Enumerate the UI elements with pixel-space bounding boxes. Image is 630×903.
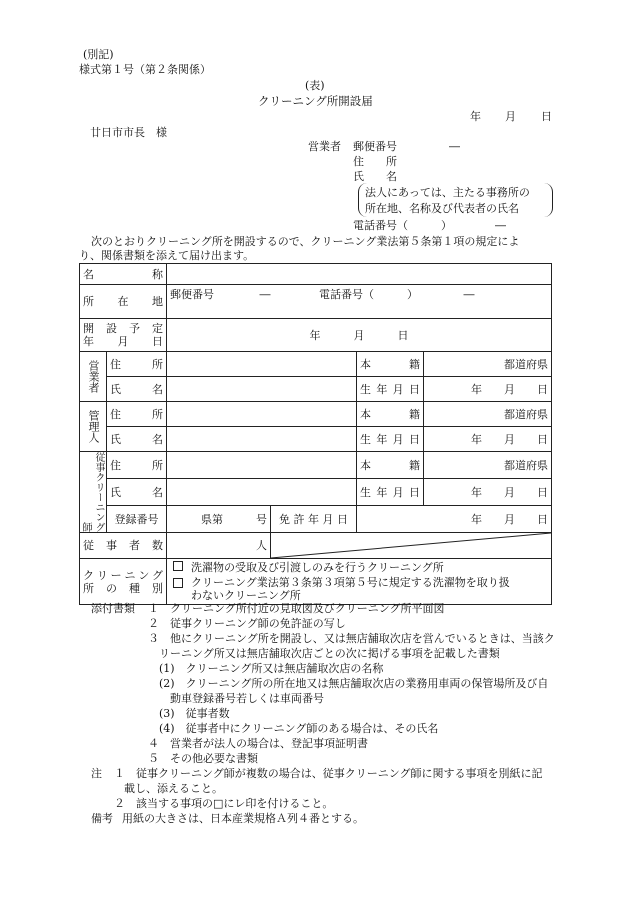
cleaner-address-field[interactable] bbox=[167, 452, 357, 479]
workers-unit: 人 bbox=[256, 539, 267, 552]
cleaner-honseki-label-cell bbox=[357, 452, 424, 479]
attachment-item-1: １ クリーニング所付近の見取図及びクリーニング所平面図 bbox=[148, 602, 445, 615]
row-planned-date bbox=[80, 319, 552, 352]
cleaner-address-label-cell bbox=[107, 452, 167, 479]
location-postal-label: 郵便番号 bbox=[170, 288, 214, 301]
operator-address-field[interactable] bbox=[167, 352, 357, 377]
row-operator-address bbox=[80, 352, 552, 377]
license-date-label: 免 許 年 月 日 bbox=[279, 512, 348, 526]
operator-group-label: 営業者 bbox=[87, 360, 100, 393]
attachment-item-5: ５ その他必要な書類 bbox=[148, 752, 258, 765]
kind-label-1: クリーニング bbox=[83, 568, 163, 582]
applicant-address-label: 住 所 bbox=[353, 155, 397, 168]
manager-honseki-field[interactable] bbox=[424, 402, 552, 427]
operator-honseki-field[interactable] bbox=[424, 352, 552, 377]
bekki-label: (別記) bbox=[83, 48, 114, 61]
planned-date-field[interactable] bbox=[167, 319, 552, 352]
cleaner-birthdate-field[interactable] bbox=[424, 479, 552, 506]
facility-name-label-cell bbox=[80, 264, 167, 285]
row-manager-address bbox=[80, 402, 552, 427]
planned-date-value: 年 月 日 bbox=[309, 328, 409, 342]
intro-line1: 次のとおりクリーニング所を開設するので、クリーニング業法第５条第１項の規定によ bbox=[91, 235, 520, 248]
applicant-phone-label: 電話番号（ ） bbox=[353, 219, 452, 232]
manager-address-label-cell bbox=[107, 402, 167, 427]
kind-option-2-label-a: クリーニング業法第３条第３項第５号に規定する洗濯物を取り扱 bbox=[191, 576, 510, 589]
attachment-sub-3: (3) 従事者数 bbox=[159, 707, 230, 720]
addressee: 廿日市市長 様 bbox=[90, 126, 167, 139]
manager-birthdate-field[interactable] bbox=[424, 427, 552, 452]
cleaner-honseki-field[interactable] bbox=[424, 452, 552, 479]
operator-address-label-cell bbox=[107, 352, 167, 377]
cleaner-name-label-cell bbox=[107, 479, 167, 506]
corporate-note-line1: 法人にあっては、主たる事務所の bbox=[365, 186, 530, 199]
manager-group-label-cell bbox=[80, 402, 107, 452]
operator-name-label: 氏 名 bbox=[110, 382, 163, 396]
attachment-item-3: ３ 他にクリーニング所を開設し、又は無店舗取次店を営んでいるときは、当該ク bbox=[148, 632, 555, 645]
location-label-cell bbox=[80, 285, 167, 319]
notes-label: 注 bbox=[91, 767, 102, 780]
operator-address-label: 住 所 bbox=[110, 357, 163, 371]
row-facility-name bbox=[80, 264, 552, 285]
location-field[interactable] bbox=[167, 285, 552, 319]
cleaner-honseki-label: 本 籍 bbox=[360, 458, 420, 472]
operator-name-field[interactable] bbox=[167, 377, 357, 402]
operator-honseki-label-cell bbox=[357, 352, 424, 377]
kind-label-2: 所 の 種 別 bbox=[83, 581, 163, 595]
license-date-label-cell bbox=[271, 506, 357, 533]
manager-name-label: 氏 名 bbox=[110, 432, 163, 446]
attachment-sub-2: (2) クリーニング所の所在地又は無店舗取次店の業務用車両の保管場所及び自 bbox=[159, 677, 549, 690]
remarks-text: 用紙の大きさは、日本産業規格Ａ列４番とする。 bbox=[122, 812, 364, 825]
attachment-item-2: ２ 従事クリーニング師の免許証の写し bbox=[148, 617, 346, 630]
remarks-label: 備考 bbox=[91, 812, 113, 825]
license-date-field[interactable] bbox=[357, 506, 552, 533]
planned-date-label-1: 開 設 予 定 bbox=[83, 322, 163, 335]
row-kind bbox=[80, 559, 552, 605]
kind-label-cell bbox=[80, 559, 167, 605]
location-label: 所 在 地 bbox=[83, 295, 163, 308]
date-day: 日 bbox=[541, 110, 552, 123]
manager-birthdate-label: 生年月日 bbox=[360, 432, 420, 446]
registration-label: 登録番号 bbox=[114, 512, 159, 526]
applicant-phone-dash: ― bbox=[495, 219, 506, 232]
operator-birthdate-label-cell bbox=[357, 377, 424, 402]
corporate-note-line2: 所在地、名称及び代表者の氏名 bbox=[365, 202, 519, 215]
workers-label-cell bbox=[80, 533, 167, 559]
row-cleaner-registration bbox=[80, 506, 552, 533]
attachments-heading: 添付書類 bbox=[91, 602, 135, 615]
cleaner-name-field[interactable] bbox=[167, 479, 357, 506]
applicant-postal-dash: ― bbox=[449, 140, 460, 153]
planned-date-label-2: 年 月 日 bbox=[83, 335, 163, 348]
diagonal-line bbox=[271, 533, 551, 558]
attachment-item-4: ４ 営業者が法人の場合は、登記事項証明書 bbox=[148, 737, 368, 750]
cleaner-group-label-cell bbox=[80, 452, 107, 533]
manager-honseki-label-cell bbox=[357, 402, 424, 427]
license-date-value: 年 月 日 bbox=[471, 512, 549, 526]
kind-option-1-label: 洗濯物の受取及び引渡しのみを行うクリーニング所 bbox=[191, 561, 444, 574]
row-cleaner-address bbox=[80, 452, 552, 479]
row-location bbox=[80, 285, 552, 319]
cleaner-group-label-1: 従事クリーニング bbox=[93, 452, 104, 532]
attachment-item-3-cont: リーニング所又は無店舗取次店ごとの次に掲げる事項を記載した書類 bbox=[159, 647, 500, 660]
cleaner-name-label: 氏 名 bbox=[110, 485, 163, 499]
kind-option-2[interactable] bbox=[173, 576, 545, 602]
kind-option-2-label-b: わないクリーニング所 bbox=[191, 589, 301, 602]
note-2: ２ 該当する事項の□にレ印を付けること。 bbox=[114, 797, 334, 810]
registration-label-cell bbox=[107, 506, 167, 533]
note-1a: １ 従事クリーニング師が複数の場合は、従事クリーニング師に関する事項を別紙に記 bbox=[114, 767, 543, 780]
date-year: 年 bbox=[470, 110, 481, 123]
manager-honseki-label: 本 籍 bbox=[360, 407, 420, 421]
facility-name-label: 名 称 bbox=[83, 267, 163, 281]
kind-option-2-checkbox[interactable] bbox=[173, 578, 183, 588]
attachment-sub-4: (4) 従事者中にクリーニング師のある場合は、その氏名 bbox=[159, 722, 439, 735]
page-title: クリーニング所開設届 bbox=[258, 94, 373, 108]
workers-label: 従 事 者 数 bbox=[83, 539, 163, 552]
operator-prefecture-suffix: 都道府県 bbox=[504, 357, 549, 371]
registration-field[interactable] bbox=[167, 506, 271, 533]
location-phone-dash: ― bbox=[463, 288, 475, 301]
omote-label: (表) bbox=[305, 79, 325, 92]
applicant-role: 営業者 bbox=[308, 140, 341, 153]
cleaner-group-label-2: 師 bbox=[80, 522, 91, 532]
planned-date-label-cell bbox=[80, 319, 167, 352]
kind-option-1[interactable] bbox=[173, 561, 545, 574]
registration-value: 県第 号 bbox=[201, 512, 267, 526]
workers-field[interactable] bbox=[167, 533, 271, 559]
cleaner-birthdate-value: 年 月 日 bbox=[471, 485, 549, 499]
manager-birthdate-label-cell bbox=[357, 427, 424, 452]
attachment-sub-1: (1) クリーニング所又は無店舗取次店の名称 bbox=[159, 662, 384, 675]
row-cleaner-name bbox=[80, 479, 552, 506]
operator-birthdate-field[interactable] bbox=[424, 377, 552, 402]
form-number: 様式第１号（第２条関係） bbox=[79, 63, 211, 76]
cleaner-birthdate-label-cell bbox=[357, 479, 424, 506]
application-form-table bbox=[79, 263, 552, 605]
kind-option-1-checkbox[interactable] bbox=[173, 561, 183, 571]
manager-name-label-cell bbox=[107, 427, 167, 452]
operator-name-label-cell bbox=[107, 377, 167, 402]
row-operator-name bbox=[80, 377, 552, 402]
manager-address-field[interactable] bbox=[167, 402, 357, 427]
operator-birthdate-label: 生年月日 bbox=[360, 382, 420, 396]
operator-birthdate-value: 年 月 日 bbox=[471, 382, 549, 396]
workers-blank-diagonal bbox=[271, 533, 552, 559]
applicant-postal-label: 郵便番号 bbox=[353, 140, 397, 153]
row-manager-name bbox=[80, 427, 552, 452]
manager-group-label: 管理人 bbox=[87, 410, 100, 443]
location-postal-dash: ― bbox=[259, 288, 271, 301]
manager-address-label: 住 所 bbox=[110, 407, 163, 421]
location-phone-label: 電話番号（ ） bbox=[319, 288, 418, 301]
cleaner-birthdate-label: 生年月日 bbox=[360, 485, 420, 499]
cleaner-prefecture-suffix: 都道府県 bbox=[504, 458, 549, 472]
attachment-sub-2-cont: 動車登録番号若しくは車両番号 bbox=[170, 692, 324, 705]
operator-group-label-cell bbox=[80, 352, 107, 402]
intro-line2: り、関係書類を添えて届け出ます。 bbox=[79, 249, 255, 262]
cleaner-address-label: 住 所 bbox=[110, 458, 163, 472]
date-month: 月 bbox=[505, 110, 516, 123]
applicant-name-label: 氏 名 bbox=[353, 170, 397, 183]
facility-name-field[interactable] bbox=[167, 264, 552, 285]
row-workers bbox=[80, 533, 552, 559]
manager-birthdate-value: 年 月 日 bbox=[471, 432, 549, 446]
kind-options-cell bbox=[167, 559, 552, 605]
note-1b: 載し、添えること。 bbox=[124, 782, 223, 795]
manager-prefecture-suffix: 都道府県 bbox=[504, 407, 549, 421]
manager-name-field[interactable] bbox=[167, 427, 357, 452]
operator-honseki-label: 本 籍 bbox=[360, 357, 420, 371]
